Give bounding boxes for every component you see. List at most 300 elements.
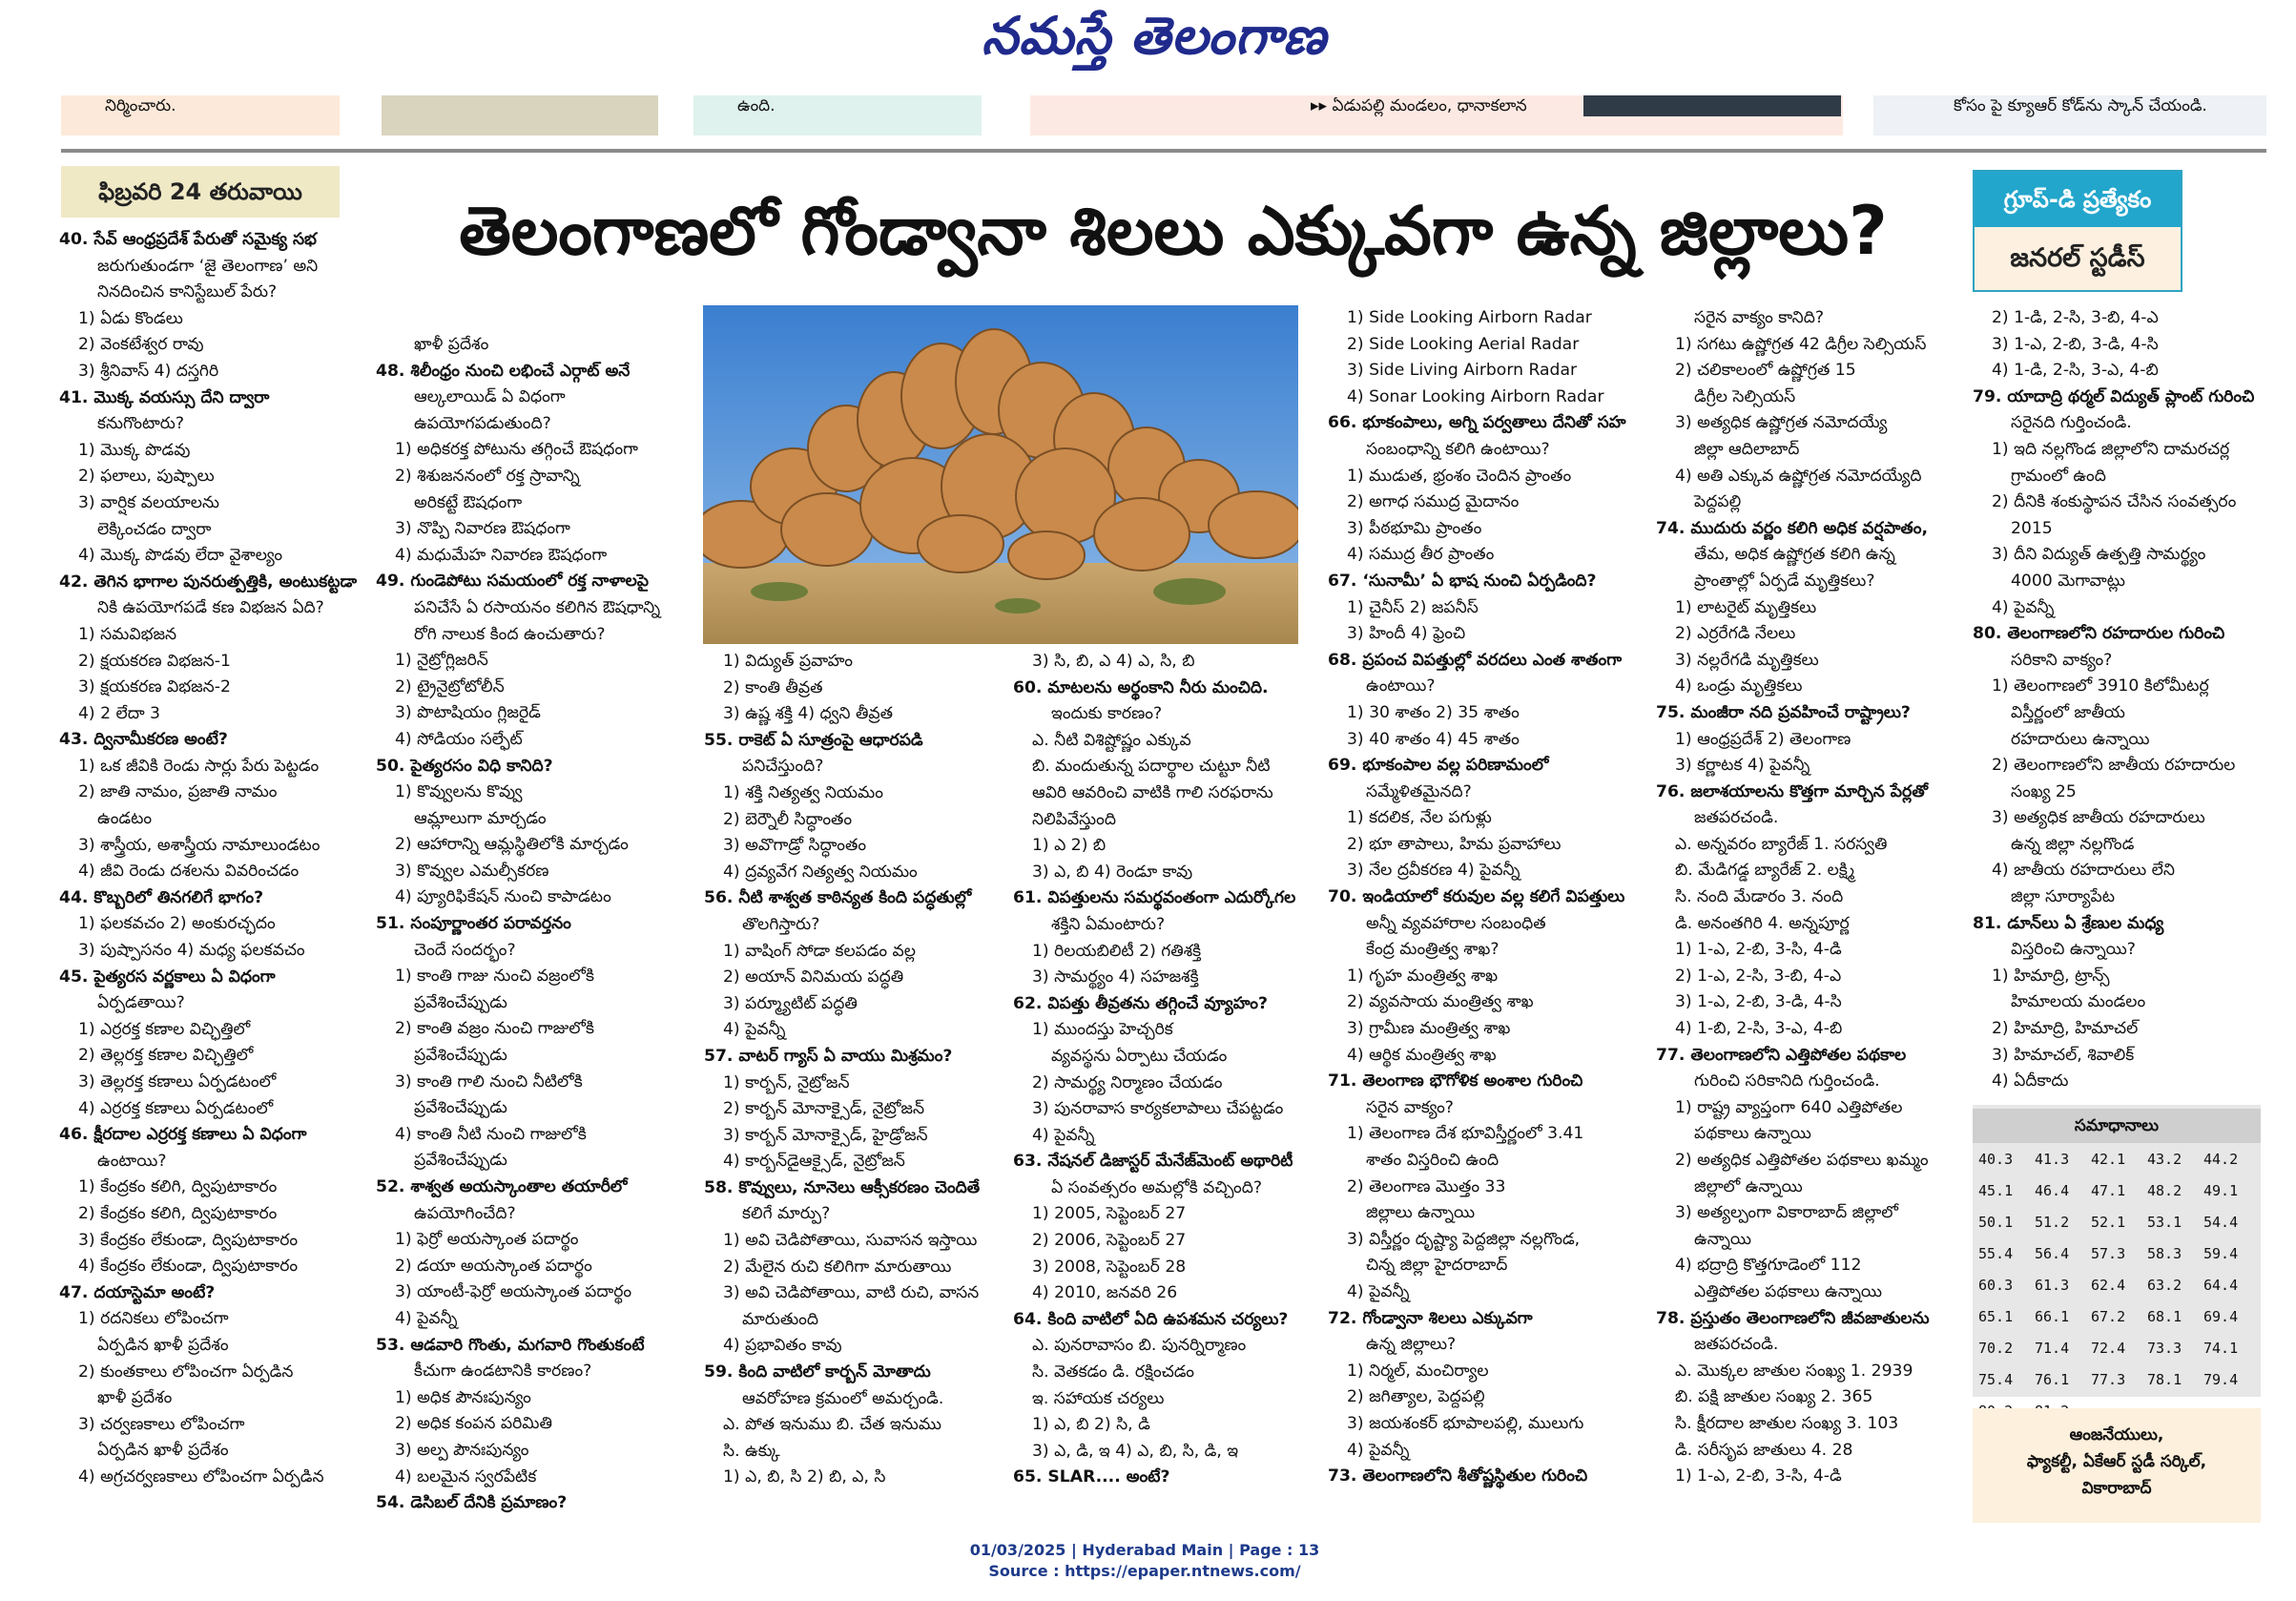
column-line: 1) ఫెర్రో అయస్కాంత పదార్థం [395,1230,579,1250]
answer-item: 59.4 [2203,1245,2239,1262]
column-line: 1) హిమాద్రి, ట్రాన్స్ [1992,966,2110,986]
column-line: 3) అత్యల్పంగా వికారాబాద్ జిల్లాలో [1675,1203,1898,1223]
column-line: అరికట్టే ఔషధంగా [414,492,523,512]
credit-name: ఆంజనేయులు, [2069,1425,2164,1445]
answer-item: 78.1 [2147,1371,2182,1388]
column-line: 3) సి, బి, ఎ 4) ఎ, సి, బి [1032,652,1195,671]
column-line: 3) చర్వణకాలు లోపించగా [78,1414,245,1434]
column-line: ఖాళీ ప్రదేశం [414,335,489,354]
column-line: 1) చైనీస్ 2) జపనీస్ [1347,597,1479,617]
column-line: 3) నల్లరేగడి మృత్తికలు [1675,650,1819,670]
column-line: ఇ. సహాయక చర్యలు [1032,1388,1165,1408]
column-line: 1) 1-ఎ, 2-బి, 3-సి, 4-డి [1675,1466,1842,1487]
column-line: 2) అగాధ సముద్ర మైదానం [1347,492,1520,512]
column-line: 3) పుష్పాసనం 4) మధ్య ఫలకవచం [78,941,305,961]
column-line: 2) 1-డి, 2-సి, 3-బి, 4-ఎ [1992,308,2159,327]
column-line: 3) గ్రామీణ మంత్రిత్వ శాఖ [1347,1019,1511,1039]
column-line: 3) అల్ప పౌనఃపున్యం [395,1440,529,1460]
answer-item: 66.1 [2035,1308,2070,1325]
column-line: 3) 40 శాతం 4) 45 శాతం [1347,729,1520,749]
column-line: 1) లాటరైట్ మృత్తికలు [1675,597,1817,617]
column-line: 3) 2008, సెప్టెంబర్ 28 [1032,1257,1187,1277]
column-line: 3) Side Living Airborn Radar [1347,361,1578,381]
column-line: 3) పునరావాస కార్యకలాపాలు చేపట్టడం [1032,1099,1284,1119]
column-line: జతపరచండి. [1694,808,1779,828]
column-line: 3) పీఠభూమి ప్రాంతం [1347,518,1482,538]
column-line: 3) కార్బన్ మోనాక్సైడ్, హైడ్రోజన్ [723,1125,928,1145]
column-line: 4) ఎర్రరక్త కణాలు ఏర్పడటంలో [78,1098,274,1118]
column-line: గ్రామంలో ఉంది [2011,466,2106,486]
column-line: 73. తెలంగాణలోని శీతోష్ణస్థితుల గురించి [1328,1466,1588,1487]
column-line: 3) పర్మ్యూటిట్ పద్ధతి [723,993,858,1013]
column-line: ఎత్తిపోతల పథకాలు ఉన్నాయి [1694,1281,1882,1301]
column-line: 1) అవి చెడిపోతాయి, సువాసన ఇస్తాయి [723,1231,978,1251]
column-line: 2) సామర్థ్య నిర్మాణం చేయడం [1032,1072,1223,1092]
column-line: సి. ఉక్కు [723,1441,780,1461]
column-line: గురించి సరికానిది గుర్తించండి. [1694,1071,1880,1092]
continuation-label: ఫిబ్రవరి 24 తరువాయి [61,166,340,218]
answer-item: 62.4 [2091,1277,2126,1294]
credit-affiliation: ఫ్యాకల్టీ, ఏకేఆర్ స్టడీ సర్కిల్, [2026,1452,2207,1471]
strip-1: నిర్మించారు. [61,95,340,135]
column-line: శాతం విస్తరించి ఉంది [1366,1151,1500,1170]
column-line: 1) కేంద్రకం కలిగి, ద్విపుటాకారం [78,1177,278,1197]
column-line: 4) అతి ఎక్కువ ఉష్ణోగ్రత నమోదయ్యేది [1675,466,1922,486]
column-line: 3) 1-ఎ, 2-బి, 3-డి, 4-సి [1992,334,2159,354]
credit-place: వికారాబాద్ [2081,1479,2152,1498]
column-line: ప్రవేశించేప్పుడు [414,1151,507,1171]
column-line: ఎ. నీటి విశిష్టోష్ణం ఎక్కువ [1032,730,1191,750]
column-line: 65. SLAR.... అంటే? [1013,1467,1170,1487]
column-line: 1) నైట్రోగ్లిజరిన్ [395,651,488,671]
column-line: ఆవిరి ఆవరించి వాటికి గాలి సరఫరాను [1032,782,1273,802]
column-line: 2) వ్యవసాయ మంత్రిత్వ శాఖ [1347,992,1534,1012]
column-line: 3) నేల ద్రవీకరణ 4) పైవన్నీ [1347,861,1520,881]
answer-item: 40.3 [1978,1151,2014,1168]
footer-source: Source : https://epaper.ntnews.com/ [988,1562,1301,1580]
column-line: ఏ సంవత్సరం అమల్లోకి వచ్చింది? [1051,1177,1262,1197]
column-line: జిల్లా ఆదిలాబాద్ [1694,439,1800,459]
column-line: 72. గోండ్వానా శిలలు ఎక్కువగా [1328,1308,1533,1328]
answer-item: 70.2 [1978,1340,2014,1357]
column-line: 3) యాంటీ-ఫెర్రో అయస్కాంత పదార్థం [395,1282,632,1302]
column-line: సరికాని వాక్యం? [2011,650,2113,670]
column-line: 3) జయశంకర్ భూపాలపల్లి, ములుగు [1347,1413,1584,1433]
column-line: 1) విద్యుత్ ప్రవాహం [723,652,853,671]
answers-box [1973,1105,2261,1397]
column-line: 3) సామర్థ్యం 4) సహజశక్తి [1032,967,1199,988]
column-line: ఇందుకు కారణం? [1051,704,1163,724]
answer-item: 44.2 [2203,1151,2239,1168]
column-line: 4) ఏదీకాదు [1992,1071,2069,1092]
column-line: 2) ఆహారాన్ని ఆమ్లస్థితిలోకి మార్చడం [395,835,629,855]
column-line: 4000 మెగావాట్లు [2011,571,2125,591]
column-line: 2) హిమాద్రి, హిమాచల్ [1992,1019,2139,1039]
column-line: 2) డయా అయస్కాంత పదార్థం [395,1256,592,1276]
column-line: 46. క్షీరదాల ఎర్రరక్త కణాలు ఏ విధంగా [59,1125,307,1145]
column-line: రహదారులు ఉన్నాయి [2011,729,2150,749]
column-line: ఉన్న జిల్లా నల్లగొండ [2011,834,2135,854]
column-line: 4) పైవన్నీ [1032,1125,1095,1145]
author-credit [1973,1408,2261,1523]
column-line: జిల్లాలు ఉన్నాయి [1366,1203,1476,1223]
column-line: 4) 2010, జనవరి 26 [1032,1283,1178,1303]
column-line: చిన్న జిల్లా హైదరాబాద్ [1366,1256,1508,1276]
column-line: ప్రవేశించేప్పుడు [414,1098,507,1118]
answer-item: 53.1 [2147,1214,2182,1231]
answer-item: 52.1 [2091,1214,2126,1231]
rock-formation-photo [703,305,1298,644]
answer-item: 50.1 [1978,1214,2014,1231]
column-line: 3) శ్రీనివాస్ 4) దస్తగిరి [78,361,219,381]
column-line: ఆమ్లాలుగా మార్చడం [414,808,547,828]
column-line: 2) అధిక కంపన పరిమితి [395,1414,552,1434]
column-line: 63. నేషనల్ డిజాస్టర్ మేనేజ్‌మెంట్ అథారిటీ [1013,1152,1293,1172]
column-line: 2) ఫలాలు, పుష్పాలు [78,467,215,487]
column-line: 3) కాంతి గాలి నుంచి నీటిలోకి [395,1071,583,1092]
column-line: 2) అత్యధిక ఎత్తిపోతల పథకాలు ఖమ్మం [1675,1151,1929,1170]
column-line: 4) పైవన్నీ [1347,1440,1410,1460]
answer-item: 42.1 [2091,1151,2126,1168]
column-line: పెద్దపల్లి [1694,492,1742,512]
column-line: 1) ఎ, బి, సి 2) బి, ఎ, సి [723,1467,886,1487]
answer-item: 65.1 [1978,1308,2014,1325]
answer-item: 68.1 [2147,1308,2182,1325]
column-line: 1) అధికరక్త పోటును తగ్గించే ఔషధంగా [395,440,638,460]
column-line: 50. పైత్యరసం విధి కానిది? [376,756,553,776]
answer-item: 51.2 [2035,1214,2070,1231]
column-line: 57. వాటర్ గ్యాస్ ఏ వాయు మిశ్రమం? [704,1046,953,1066]
column-line: సి. నంది మేడారం 3. నంది [1675,887,1844,907]
column-line: నినదించిన కానిస్టేబుల్ పేరు? [97,282,278,302]
column-line: కనుగొంటారు? [97,414,184,434]
column-line: 3) క్షయకరణ విభజన-2 [78,677,231,697]
column-line: 1) కదలిక, నేల పగుళ్లు [1347,808,1492,828]
strip-5: కోసం పై క్యూఆర్ కోడ్‌ను స్కాన్ చేయండి. [1873,95,2266,135]
column-line: 58. కొవ్వులు, నూనెలు ఆక్సీకరణం చెందితే [704,1177,981,1197]
column-line: బి. మేడిగడ్డ బ్యారేజ్ 2. లక్ష్మి [1675,861,1855,881]
column-line: 2) కార్బన్ మోనాక్సైడ్, నైట్రోజన్ [723,1099,925,1119]
column-line: డి. అనంతగిరి 4. అన్నపూర్ణ [1675,913,1850,933]
section-tag-bottom: జనరల్ స్టడీస్ [1975,227,2181,290]
column-line: 4) ఆర్థిక మంత్రిత్వ శాఖ [1347,1045,1497,1065]
column-line: 79. యాదాద్రి థర్మల్ విద్యుత్ ప్లాంట్ గురించి [1973,386,2255,406]
answer-item: 67.2 [2091,1308,2126,1325]
column-line: 55. రాకెట్ ఏ సూత్రంపై ఆధారపడి [704,730,923,750]
column-line: 3) అత్యధిక జాతీయ రహదారులు [1992,808,2205,828]
column-line: 59. కింది వాటిలో కార్బన్ మోతాదు [704,1362,931,1383]
column-line: 66. భూకంపాలు, అగ్ని పర్వతాలు దేనితో సహ [1328,413,1626,433]
answers-title: సమాధానాలు [1973,1109,2261,1143]
column-line: 2) వెంకటేశ్వర రావు [78,335,204,355]
column-line: విస్తరించి ఉన్నాయి? [2011,940,2136,960]
column-line: డి. సరీసృప జాతులు 4. 28 [1675,1440,1853,1460]
column-line: 1) నిర్మల్, మంచిర్యాల [1347,1361,1489,1381]
column-line: 56. నీటి శాశ్వత కాఠిన్యత కింది పద్ధతుల్లో [704,888,972,908]
column-line: 4) కాంతి నీటి నుంచి గాజులోకి [395,1124,587,1144]
column-line: 1) తెలంగాణ దేశ భూవిస్తీర్ణంలో 3.41 [1347,1124,1584,1144]
column-line: 3) హిమాచల్, శివాలిక్ [1992,1045,2135,1065]
column-line: 3) వార్షిక వలయాలను [78,492,219,512]
column-line: 42. తెగిన భాగాల పునరుత్పత్తికి, అంటుకట్టడా [59,572,358,592]
column-line: 3) అత్యధిక ఉష్ణోగ్రత నమోదయ్యే [1675,413,1888,433]
column-3 [704,649,1009,1491]
column-line: పథకాలు ఉన్నాయి [1694,1124,1811,1144]
column-line: 1) ముందస్తు హెచ్చరిక [1032,1020,1173,1040]
answer-item: 45.1 [1978,1182,2014,1199]
column-line: 1) 2005, సెప్టెంబర్ 27 [1032,1204,1187,1224]
column-line: జతపరచండి. [1694,1335,1779,1355]
column-line: 75. మంజీరా నది ప్రవహించే రాష్ట్రాలు? [1656,702,1911,722]
top-rule [61,149,2266,153]
column-line: ఖాళీ ప్రదేశం [97,1388,173,1408]
column-line: 3) పొటాషియం గ్లిజరైడ్ [395,703,541,723]
column-line: 1) వాషింగ్ సోడా కలపడం వల్ల [723,941,916,961]
column-line: 49. గుండెపోటు సమయంలో రక్త నాళాలపై [376,572,650,592]
column-line: 80. తెలంగాణలోని రహదారుల గురించి [1973,624,2225,644]
column-line: చెందే సందర్భం? [414,940,516,960]
column-line: తేమ, అధిక ఉష్ణోగ్రత కలిగి ఉన్న [1694,545,1895,565]
column-line: ఉంటాయి? [1366,676,1436,697]
column-line: ఉంటాయి? [97,1151,167,1171]
column-line: 4) భద్రాద్రి కొత్తగూడెంలో 112 [1675,1256,1862,1276]
column-line: ఎ. పోత ఇనుము బి. చేత ఇనుము [723,1415,941,1435]
column-line: 71. తెలంగాణ భౌగోళిక అంశాల గురించి [1328,1071,1583,1092]
column-line: 78. ప్రస్తుతం తెలంగాణలోని జీవజాతులను [1656,1308,1930,1328]
column-line: 3) ఉష్ణ శక్తి 4) ధ్వని తీవ్రత [723,704,893,724]
section-tag-top: గ్రూప్-డి ప్రత్యేకం [1975,172,2181,227]
column-line: 4) సముద్ర తీర ప్రాంతం [1347,545,1495,565]
column-line: 1) రదనికలు లోపించగా [78,1309,229,1329]
column-line: 1) ఎ 2) బి [1032,836,1107,856]
column-line: 2) కేంద్రకం కలిగి, ద్విపుటాకారం [78,1203,278,1223]
column-line: 1) సమవిభజన [78,624,177,644]
column-line: 2) క్షయకరణ విభజన-1 [78,651,231,671]
column-line: 4) ఒండ్రు మృత్తికలు [1675,676,1803,697]
column-line: 2) Side Looking Aerial Radar [1347,334,1580,354]
column-line: అన్నీ వ్యవహారాల సంబంధిత [1366,913,1546,933]
answer-item: 74.1 [2203,1340,2239,1357]
column-line: 54. డెసిబల్ దేనికి ప్రమాణం? [376,1493,568,1513]
answer-item: 56.4 [2035,1245,2070,1262]
column-line: 1) ఏడు కొండలు [78,308,183,328]
column-line: సరైనది గుర్తించండి. [2011,413,2132,433]
column-line: 2) బెర్నౌలీ సిద్ధాంతం [723,809,853,829]
answer-item: 54.4 [2203,1214,2239,1231]
column-line: 3) విస్తీర్ణం దృష్ట్యా పెద్దజిల్లా నల్లగొండ, [1347,1229,1581,1249]
column-line: ఏర్పడిన ఖాళీ ప్రదేశం [97,1441,229,1461]
answer-item: 69.4 [2203,1308,2239,1325]
column-line: సమ్మేళితమైనది? [1366,781,1472,801]
column-line: 1) ఫలకవచం 2) అంకురచ్ఛదం [78,914,276,934]
column-line: 2) 2006, సెప్టెంబర్ 27 [1032,1231,1187,1251]
column-line: 2) 1-ఎ, 2-సి, 3-బి, 4-ఎ [1675,966,1842,986]
column-line: పనిచేసే ఏ రసాయనం కలిగిన ఔషధాన్ని [414,597,661,617]
column-line: కీచుగా ఉండటానికి కారణం? [414,1362,592,1382]
column-line: 3) కర్ణాటక 4) పైవన్నీ [1675,756,1810,776]
answer-item: 76.1 [2035,1371,2070,1388]
column-line: పనిచేస్తుంది? [742,757,824,777]
answer-item: 60.3 [1978,1277,2014,1294]
column-line: 60. మాటలను అర్థంకాని నీరు మంచిది. [1013,677,1269,697]
headline: తెలంగాణలో గోండ్వానా శిలలు ఎక్కువగా ఉన్న జిల్లాలు? [459,192,1888,270]
column-line: సి. క్షీరదాల జాతుల సంఖ్య 3. 103 [1675,1413,1899,1433]
column-line: సరైన వాక్యం కానిది? [1694,308,1824,327]
column-line: 3) కొవ్వుల ఎమల్సీకరణ [395,861,549,881]
answer-item: 72.4 [2091,1340,2126,1357]
answer-item: 75.4 [1978,1371,2014,1388]
column-7 [1973,305,2268,1095]
column-line: 4) ద్రవ్యవేగ నిత్యత్వ నియమం [723,862,918,882]
column-line: వ్యవస్థను ఏర్పాటు చేయడం [1051,1046,1228,1066]
answer-item: 55.4 [1978,1245,2014,1262]
answer-item: 71.4 [2035,1340,2070,1357]
answer-item: 47.1 [2091,1182,2126,1199]
column-line: 3) హిందీ 4) ఫ్రెంచి [1347,624,1466,644]
column-line: 2) జాతి నామం, ప్రజాతి నామం [78,782,278,802]
column-line: 4) 1-బి, 2-సి, 3-ఎ, 4-బి [1675,1019,1843,1039]
column-line: 64. కింది వాటిలో ఏది ఉపశమన చర్యలు? [1013,1309,1289,1329]
column-line: 61. విపత్తులను సమర్థవంతంగా ఎదుర్కోగల [1013,888,1296,908]
column-line: 44. కొబ్బరిలో తినగలిగే భాగం? [59,887,264,907]
section-tag [1973,170,2182,292]
column-line: జిల్లాలో ఉన్నాయి [1694,1176,1803,1196]
column-line: 2) శిశుజననంలో రక్త స్రావాన్ని [395,466,580,486]
column-line: 1) 30 శాతం 2) 35 శాతం [1347,702,1520,722]
masthead-logo: నమస్తే తెలంగాణ [982,5,1327,66]
answer-item: 48.2 [2147,1182,2182,1199]
column-line: తొలగిస్తారు? [742,914,820,934]
column-line: ఉండటం [97,809,153,829]
column-line: 1) కొవ్వులను కొవ్వు [395,782,523,802]
column-line: 68. ప్రపంచ విపత్తుల్లో వరదలు ఎంత శాతంగా [1328,650,1623,670]
column-line: 2) కాంతి తీవ్రత [723,677,823,697]
column-line: 1) అధిక పౌనఃపున్యం [395,1387,531,1407]
column-line: బి. మందుతున్న పదార్థాల చుట్టూ నీటి [1032,757,1271,777]
column-line: 2) తెలంగాణ మొత్తం 33 [1347,1176,1506,1196]
column-line: 4) జాతీయ రహదారులు లేని [1992,861,2175,881]
column-line: 1) కాంతి గాజు నుంచి వజ్రంలోకి [395,967,594,987]
column-line: 2) కుంతకాలు లోపించగా ఏర్పడిన [78,1362,294,1382]
column-line: 1) ఎ, బి 2) సి, డి [1032,1415,1150,1435]
column-line: 1) ఒక జీవికి రెండు సార్లు పేరు పెట్టడం [78,756,320,776]
answer-item: 46.4 [2035,1182,2070,1199]
column-line: రోగి నాలుక కింద ఉంచుతారు? [414,624,606,644]
column-line: జరుగుతుండగా ‘జై తెలంగాణ’ అని [97,256,319,276]
column-line: 2) చలికాలంలో ఉష్ణోగ్రత 15 [1675,361,1856,381]
column-line: 2) అయాన్ వినిమయ పద్ధతి [723,967,904,988]
column-line: 4) అగ్రచర్వణకాలు లోపించగా ఏర్పడిన [78,1466,324,1487]
column-line: ఏర్పడిన ఖాళీ ప్రదేశం [97,1335,229,1355]
answers-grid [1978,1149,2261,1423]
column-line: ప్రవేశించేప్పుడు [414,1046,507,1066]
column-line: 4) మధుమేహ నివారణ ఔషధంగా [395,545,608,565]
column-line: 1) కార్బన్, నైట్రోజన్ [723,1072,850,1092]
column-line: 1) Side Looking Airborn Radar [1347,308,1592,327]
column-line: 4) సోడియం సల్ఫేట్ [395,729,523,749]
column-line: 4) బలమైన స్వరపేటిక [395,1466,537,1487]
column-line: 1) 1-ఎ, 2-బి, 3-సి, 4-డి [1675,940,1842,960]
answer-item: 61.3 [2035,1277,2070,1294]
column-1 [59,227,370,1491]
column-line: 2) కాంతి వజ్రం నుంచి గాజులోకి [395,1019,594,1039]
answer-item: 64.4 [2203,1277,2239,1294]
column-line: 3) ఎ, డి, ఇ 4) ఎ, బి, సి, డి, ఇ [1032,1441,1239,1461]
column-6 [1656,305,1963,1490]
column-line: 1) ముడుత, భ్రంశం చెందిన ప్రాంతం [1347,466,1572,486]
column-line: 2) జగిత్యాల, పెద్దపల్లి [1347,1387,1485,1407]
column-line: 4) ప్రభావితం కావు [723,1336,842,1356]
column-2 [376,332,681,1517]
column-line: 2) ఎర్రరేగడి నేలలు [1675,624,1796,644]
column-line: ఎ. మొక్కల జాతుల సంఖ్య 1. 2939 [1675,1361,1913,1381]
column-line: 1) శక్తి నిత్యత్వ నియమం [723,782,883,802]
column-5 [1328,305,1631,1490]
column-line: కేంద్ర మంత్రిత్వ శాఖ? [1366,940,1500,960]
column-line: నికి ఉపయోగపడే కణ విభజన ఏది? [97,598,324,618]
column-line: ఉపయోగపడుతుంది? [414,413,551,433]
column-line: 2) దీనికి శంకుస్థాపన చేసిన సంవత్సరం [1992,492,2237,512]
answer-item: 73.3 [2147,1340,2182,1357]
column-line: శక్తిని ఏమంటారు? [1051,914,1166,934]
column-line: 69. భూకంపాల వల్ల పరిణామంలో [1328,756,1549,776]
column-line: 41. మొక్క వయస్సు దేని ద్వారా [59,387,270,407]
column-line: 4) 2 లేదా 3 [78,703,160,723]
column-line: 1) రిలయబిలిటీ 2) గతిశక్తి [1032,941,1202,961]
column-line: ఏర్పడతాయి? [97,993,185,1013]
column-line: 1) తెలంగాణలో 3910 కిలోమీటర్ల [1992,676,2209,697]
column-line: 62. విపత్తు తీవ్రతను తగ్గించే వ్యూహం? [1013,993,1268,1013]
answer-item: 49.1 [2203,1182,2239,1199]
column-line: 2) భూ తాపాలు, హిమ ప్రవాహాలు [1347,834,1562,854]
column-4 [1013,649,1318,1491]
column-line: జిల్లా సూర్యాపేట [2011,887,2116,907]
column-line: 2) ట్రైనైట్రోటోలీన్ [395,676,505,697]
column-line: 51. సంపూర్ణాంతర పరావర్తనం [376,914,571,934]
column-line: 2015 [2011,518,2053,538]
column-line: 4) కేంద్రకం లేకుండా, ద్విపుటాకారం [78,1257,299,1277]
answer-item: 79.4 [2203,1371,2239,1388]
column-line: 1) మొక్క పొడవు [78,440,191,460]
column-line: 81. డూన్‌లు ఏ శ్రేణుల మధ్య [1973,913,2164,933]
column-line: 2) తెల్లరక్త కణాల విచ్ఛిత్తిలో [78,1046,254,1066]
column-line: 76. జలాశయాలను కొత్తగా మార్చిన పేర్లతో [1656,781,1928,801]
column-line: ఉన్నాయి [1694,1229,1751,1249]
column-line: 3) అవొగాడ్రో సిద్ధాంతం [723,836,867,856]
column-line: ఎ. అన్నవరం బ్యారేజ్ 1. సరస్వతి [1675,834,1888,854]
column-line: ఆల్కలాయిడ్ ఏ విధంగా [414,387,566,407]
column-line: 4) కార్బన్‌డైఆక్సైడ్, నైట్రోజన్ [723,1152,905,1172]
column-line: సరైన వాక్యం? [1366,1097,1454,1117]
column-line: హిమాలయ మండలం [2011,992,2146,1012]
column-line: విస్తీర్ణంలో జాతీయ [2011,702,2125,722]
column-line: 1) రాష్ట్ర వ్యాప్తంగా 640 ఎత్తిపోతల [1675,1097,1903,1117]
strip-3: ఉంది. [693,95,982,135]
strip-4-dark-bar [1583,95,1841,116]
column-line: 40. సేవ్ ఆంధ్రప్రదేశ్ పేరుతో సమైక్య సభ [59,230,317,249]
column-line: 3) 1-ఎ, 2-బి, 3-డి, 4-సి [1675,992,1842,1012]
column-line: 4) జీవి రెండు దశలను వివరించడం [78,862,300,882]
column-line: ప్రాంతాల్లో ఏర్పడే మృత్తికలు? [1694,571,1875,591]
column-line: 1) ఆంధ్రప్రదేశ్ 2) తెలంగాణ [1675,729,1851,749]
column-line: 1) సగటు ఉష్ణోగ్రత 42 డిగ్రీల సెల్సియస్ [1675,334,1927,354]
column-line: 67. ‘సునామీ’ ఏ భాష నుంచి ఏర్పడింది? [1328,571,1597,591]
strip-4: ▸▸ ఏడుపల్లి మండలం, ధానాకలాన [1030,95,1843,135]
column-line: 4) మొక్క పొడవు లేదా వైశాల్యం [78,546,283,566]
answer-item: 43.2 [2147,1151,2182,1168]
column-line: 3) దీని విద్యుత్ ఉత్పత్తి సామర్థ్యం [1992,545,2206,565]
column-line: 3) నొప్పి నివారణ ఔషధంగా [395,519,570,539]
